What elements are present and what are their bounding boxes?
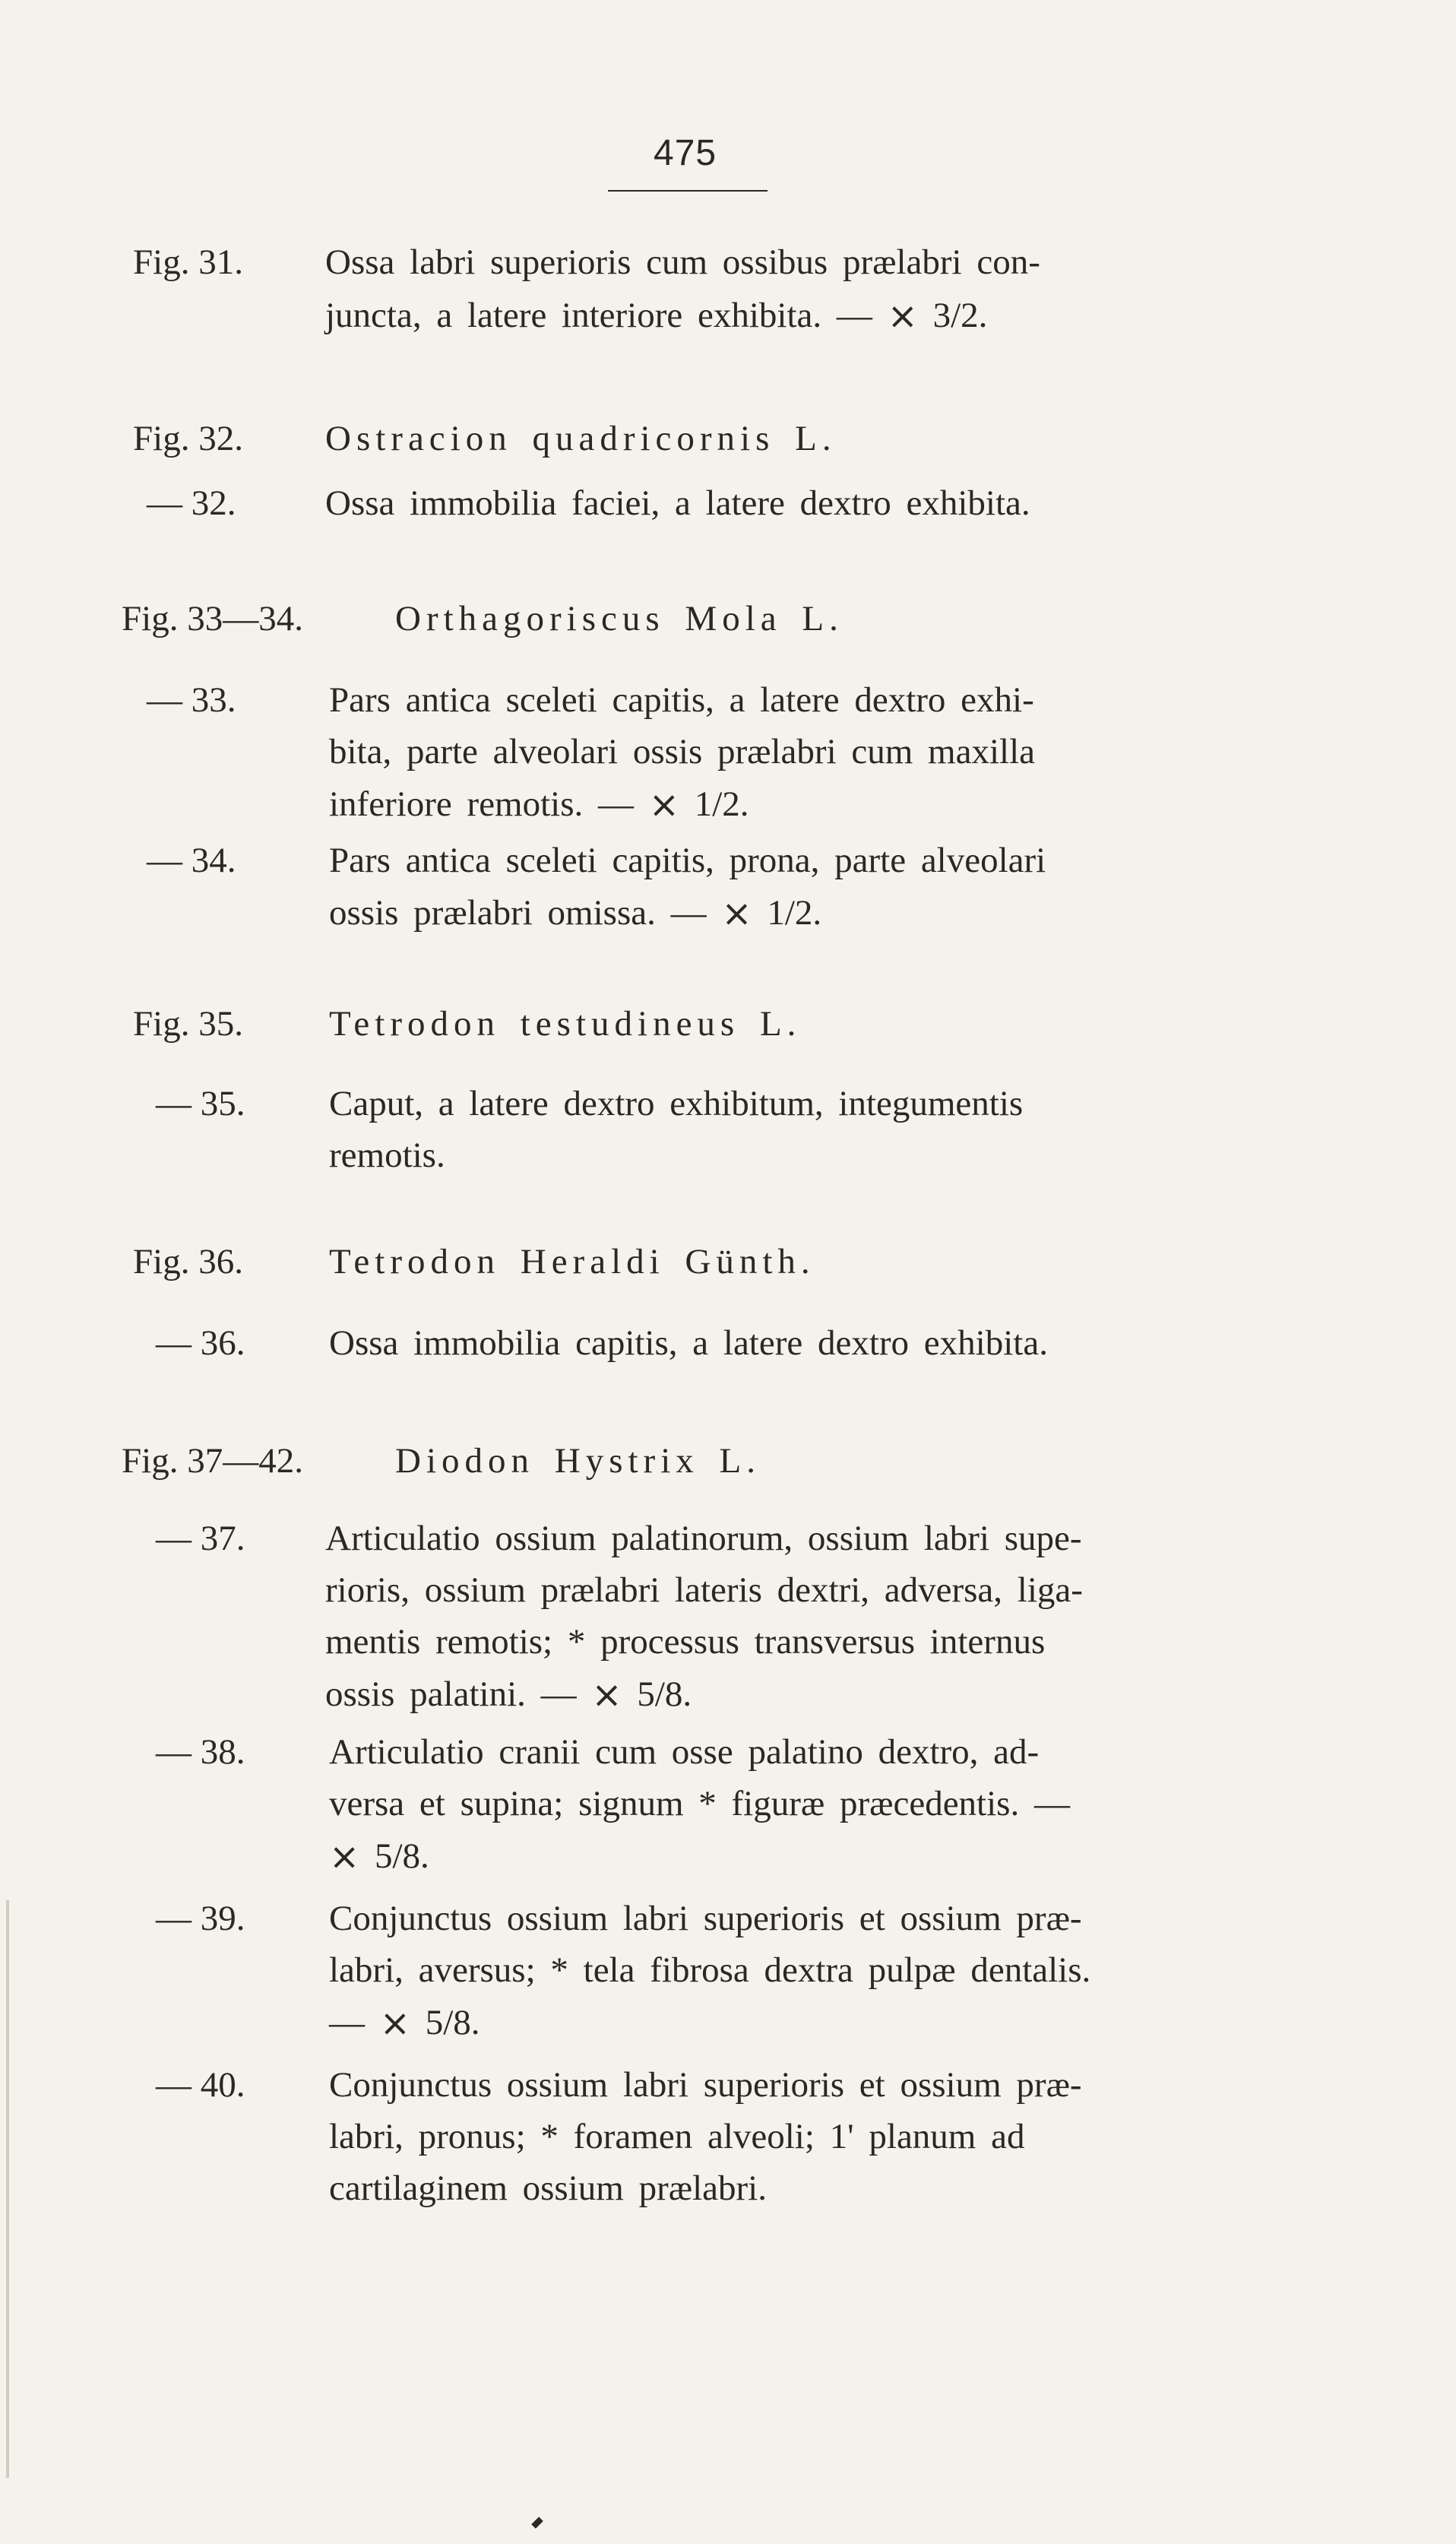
figure-caption-line — [329, 1830, 429, 1882]
figure-caption-line: labri, aversus; * tela fibrosa dextra pulpæ dentalis. — [329, 1950, 1091, 1990]
figure-label: — 33. — [147, 680, 236, 720]
scale-fraction: 3/2. — [932, 296, 988, 335]
figure-caption-line — [329, 1996, 480, 2048]
left-margin-shadow — [6, 1900, 9, 2478]
caption-text: inferiore remotis. — — [329, 784, 635, 824]
scale-fraction: 5/8. — [637, 1674, 692, 1714]
figure-label: Fig. 31. — [133, 242, 243, 282]
multiply-icon: × — [591, 1674, 622, 1716]
scale-fraction: 1/2. — [767, 893, 822, 933]
figure-caption-line: Pars antica sceleti capitis, a latere dextro exhi- — [329, 680, 1034, 720]
figure-label: Fig. 37—42. — [122, 1441, 303, 1481]
bottom-dot-mark — [531, 2517, 543, 2529]
figure-caption-line — [325, 1668, 692, 1720]
species-name: Diodon Hystrix L. — [395, 1441, 761, 1481]
figure-caption-line: Ossa labri superioris cum ossibus prælabri con- — [325, 242, 1040, 282]
figure-caption-line: rioris, ossium prælabri lateris dextri, adversa, liga- — [325, 1570, 1083, 1610]
figure-label: — 37. — [156, 1519, 245, 1558]
figure-caption-line: Articulatio ossium palatinorum, ossium labri supe- — [325, 1519, 1082, 1558]
scale-fraction: 5/8. — [374, 1836, 429, 1876]
figure-label: Fig. 35. — [133, 1004, 243, 1044]
figure-caption-line — [329, 886, 821, 939]
multiply-icon: × — [648, 784, 679, 826]
figure-label: — 38. — [156, 1732, 245, 1772]
figure-caption-line: Ossa immobilia faciei, a latere dextro exhibita. — [325, 483, 1030, 523]
figure-label: — 40. — [156, 2065, 245, 2105]
multiply-icon: × — [379, 2002, 410, 2045]
multiply-icon: × — [329, 1836, 360, 1878]
scale-fraction: 1/2. — [694, 784, 749, 824]
figure-caption-line — [329, 778, 749, 830]
page-number: 475 — [654, 133, 717, 173]
species-name: Orthagoriscus Mola L. — [395, 599, 844, 638]
figure-caption-line: Pars antica sceleti capitis, prona, parte alveolari — [329, 841, 1046, 880]
figure-label: — 34. — [147, 841, 236, 880]
caption-text: — — [329, 2003, 380, 2042]
figure-caption-line: labri, pronus; * foramen alveoli; 1' planum ad — [329, 2117, 1025, 2156]
figure-caption-line: Caput, a latere dextro exhibitum, integumentis — [329, 1084, 1024, 1123]
caption-text: ossis prælabri omissa. — — [329, 893, 707, 933]
figure-label: Fig. 32. — [133, 419, 243, 458]
figure-label: — 35. — [156, 1084, 245, 1123]
figure-caption-line: Ossa immobilia capitis, a latere dextro exhibita. — [329, 1323, 1048, 1363]
figure-label: — 32. — [147, 483, 236, 523]
scale-fraction: 5/8. — [425, 2003, 480, 2042]
species-name: Ostracion quadricornis L. — [325, 419, 837, 458]
figure-caption-line: mentis remotis; * processus transversus internus — [325, 1622, 1046, 1662]
figure-caption-line: versa et supina; signum * figuræ præcedentis. — — [329, 1784, 1070, 1823]
figure-caption-line: bita, parte alveolari ossis prælabri cum maxilla — [329, 732, 1035, 771]
figure-caption-line: Conjunctus ossium labri superioris et ossium præ- — [329, 2065, 1082, 2105]
figure-label: — 39. — [156, 1899, 245, 1938]
figure-label: Fig. 36. — [133, 1242, 243, 1282]
figure-caption-line — [325, 289, 987, 341]
species-name: Tetrodon testudineus L. — [329, 1004, 802, 1044]
page-number-rule — [608, 190, 768, 192]
figure-label: — 36. — [156, 1323, 245, 1363]
multiply-icon: × — [721, 892, 752, 935]
caption-text: juncta, a latere interiore exhibita. — — [325, 296, 872, 335]
figure-caption-line: cartilaginem ossium prælabri. — [329, 2169, 767, 2208]
species-name: Tetrodon Heraldi Günth. — [329, 1242, 815, 1282]
figure-label: Fig. 33—34. — [122, 599, 303, 638]
multiply-icon: × — [887, 295, 918, 337]
figure-caption-line: Conjunctus ossium labri superioris et ossium præ- — [329, 1899, 1082, 1938]
figure-caption-line: remotis. — [329, 1136, 445, 1175]
figure-caption-line: Articulatio cranii cum osse palatino dextro, ad- — [329, 1732, 1040, 1772]
caption-text: ossis palatini. — — [325, 1674, 577, 1714]
